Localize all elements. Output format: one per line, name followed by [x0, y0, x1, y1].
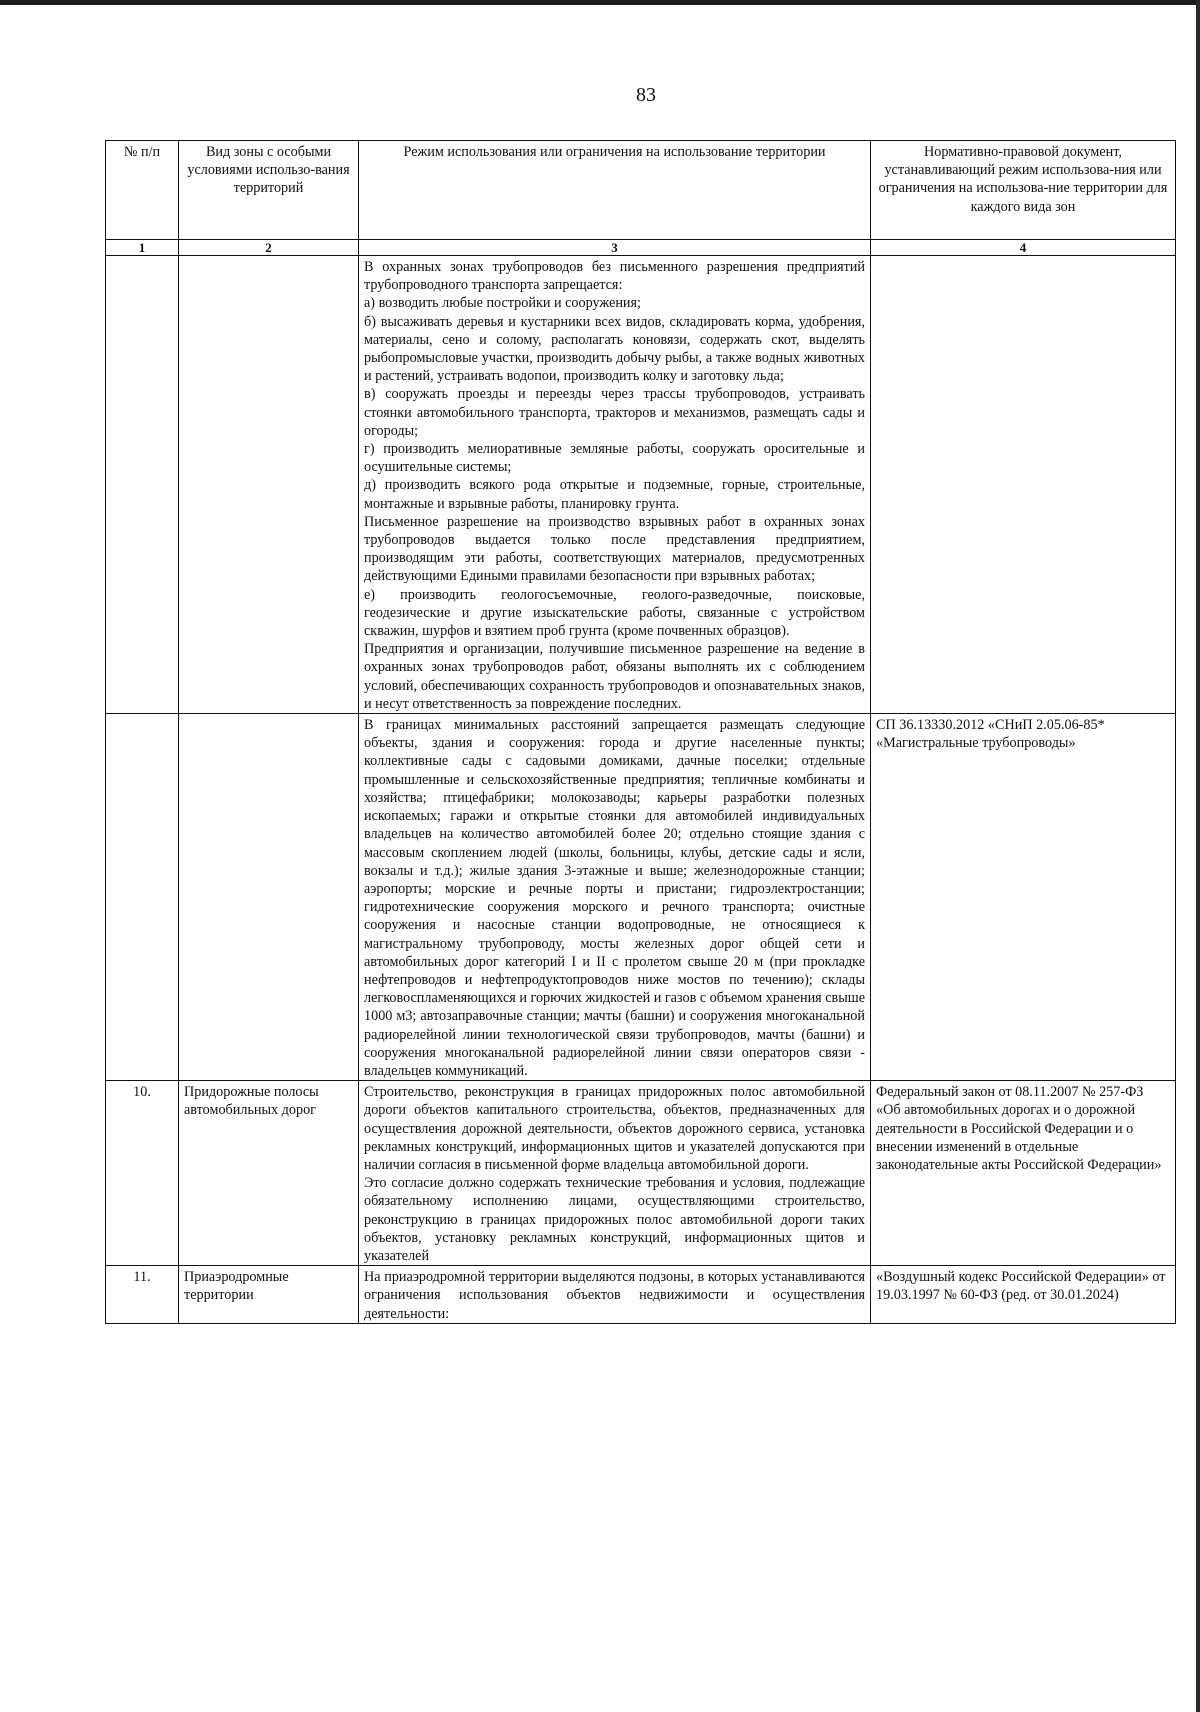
scan-edge-top — [0, 0, 1200, 5]
regime-paragraph: В охранных зонах трубопроводов без письменного разрешения предприятий трубопроводного транспорта запрещается: — [364, 259, 865, 294]
header-regime: Режим использования или ограничения на использование территории — [359, 141, 871, 240]
header-document: Нормативно-правовой документ, устанавливающий режим использова-ния или ограничения на использова-ние территории для каждого вида зон — [871, 141, 1176, 240]
row-number — [106, 714, 179, 1081]
regime-paragraph: Письменное разрешение на производство взрывных работ в охранных зонах трубопроводов выдается только после представления предприятием, производящим эти работы, соответствующих материалов, предусмотренных действующими Едиными правилами безопасности при взрывных работах; — [364, 513, 865, 585]
regime-paragraph: е) производить геологосъемочные, геолого-разведочные, поисковые, геодезические и другие изыскательские работы, связанные с устройством скважин, шурфов и взятием проб грунта (кроме почвенных образцов). — [364, 586, 865, 640]
table-row — [106, 714, 1176, 1081]
regime-cell — [359, 714, 871, 1081]
document-cell — [871, 256, 1176, 714]
regime-cell — [359, 1081, 871, 1266]
zone-type-cell — [179, 714, 359, 1081]
zone-type-cell — [179, 256, 359, 714]
column-number: 1 — [106, 240, 179, 256]
document-cell: «Воздушный кодекс Российской Федерации» от 19.03.1997 № 60-ФЗ (ред. от 30.01.2024) — [871, 1266, 1176, 1324]
table-row — [106, 256, 1176, 714]
scan-edge-right — [1196, 0, 1200, 1712]
row-number — [106, 256, 179, 714]
zone-type-cell: Придорожные полосы автомобильных дорог — [179, 1081, 359, 1266]
regime-paragraph: д) производить всякого рода открытые и подземные, горные, строительные, монтажные и взрывные работы, планировку грунта. — [364, 477, 865, 512]
row-number: 11. — [106, 1266, 179, 1324]
regime-paragraph: На приаэродромной территории выделяются подзоны, в которых устанавливаются ограничения использования объектов недвижимости и осуществления деятельности: — [364, 1269, 865, 1322]
table-row — [106, 1081, 1176, 1266]
table-header-row — [106, 141, 1176, 240]
document-cell: Федеральный закон от 08.11.2007 № 257-ФЗ «Об автомобильных дорогах и о дорожной деятельности в Российской Федерации и о внесении изменений в отдельные законодательные акты Российской Федерации» — [871, 1081, 1176, 1266]
column-number: 3 — [359, 240, 871, 256]
table-row — [106, 1266, 1176, 1324]
regime-cell — [359, 256, 871, 714]
page-number: 83 — [636, 84, 656, 106]
regime-paragraph: В границах минимальных расстояний запрещается размещать следующие объекты, здания и сооружения: города и другие населенные пункты; коллективные сады с садовыми домиками, дачные поселки; отдельные промышленные и сельскохозяйственные предприятия; тепличные комбинаты и хозяйства; птицефабрики; молокозаводы; карьеры разработки полезных ископаемых; гаражи и открытые стоянки для автомобилей индивидуальных владельцев на количество автомобилей более 20; отдельно стоящие здания с массовым скоплением людей (школы, больницы, клубы, детские сады и ясли, вокзалы и т.д.); жилые здания 3-этажные и выше; железнодорожные станции; аэропорты; морские и речные порты и пристани; гидроэлектростанции; гидротехнические сооружения морского и речного транспорта; очистные сооружения и насосные станции водопроводные, не относящиеся к магистральному трубопроводу, мосты железных дорог общей сети и автомобильных дорог категорий I и II с пролетом свыше 20 м (при прокладке нефтепроводов и нефтепродуктопроводов ниже мостов по течению); склады легковоспламеняющихся и горючих жидкостей и газов с объемом хранения свыше 1000 м3; автозаправочные станции; мачты (башни) и сооружения многоканальной радиорелейной линии технологической связи трубопроводов, мачты (башни) и сооружения многоканальной радиорелейной линии связи операторов связи - владельцев коммуникаций. — [364, 717, 865, 1079]
header-number: № п/п — [106, 141, 179, 240]
regime-cell — [359, 1266, 871, 1324]
row-number: 10. — [106, 1081, 179, 1266]
regime-paragraph: а) возводить любые постройки и сооружения; — [364, 295, 641, 312]
regime-paragraph: Предприятия и организации, получившие письменное разрешение на ведение в охранных зонах трубопроводов работ, обязаны выполнять их с соблюдением условий, обеспечивающих сохранность трубопроводов и опознавательных знаков, и несут ответственность за повреждение последних. — [364, 641, 865, 712]
regime-paragraph: Строительство, реконструкция в границах придорожных полос автомобильной дороги объектов капитального строительства, объектов, предназначенных для осуществления дорожной деятельности, объектов дорожного сервиса, установка рекламных конструкций, информационных щитов и указателей допускаются при наличии согласия в письменной форме владельца автомобильной дороги. — [364, 1084, 865, 1173]
column-number: 2 — [179, 240, 359, 256]
zones-table — [105, 140, 1176, 1324]
header-zone-type: Вид зоны с особыми условиями использо-вания территорий — [179, 141, 359, 240]
regime-paragraph: б) высаживать деревья и кустарники всех видов, складировать корма, удобрения, материалы, сено и солому, располагать коновязи, содержать скот, выделять рыбопромысловые участки, производить добычу рыбы, а также водных животных и растений, устраивать водопои, производить колку и заготовку льда; — [364, 313, 865, 385]
document-cell: СП 36.13330.2012 «СНиП 2.05.06-85* «Магистральные трубопроводы» — [871, 714, 1176, 1081]
column-number: 4 — [871, 240, 1176, 256]
regime-paragraph: г) производить мелиоративные земляные работы, сооружать оросительные и осушительные системы; — [364, 441, 865, 476]
table-body — [106, 256, 1176, 1324]
zone-type-cell: Приаэродромные территории — [179, 1266, 359, 1324]
column-number-row — [106, 240, 1176, 256]
regime-paragraph: Это согласие должно содержать технические требования и условия, подлежащие обязательному исполнению лицами, осуществляющими строительство, реконструкцию в границах придорожных полос автомобильной дороги таких объектов, установку рекламных конструкций, информационных щитов и указателей — [364, 1175, 865, 1264]
regime-paragraph: в) сооружать проезды и переезды через трассы трубопроводов, устраивать стоянки автомобильного транспорта, тракторов и механизмов, размещать сады и огороды; — [364, 386, 865, 439]
